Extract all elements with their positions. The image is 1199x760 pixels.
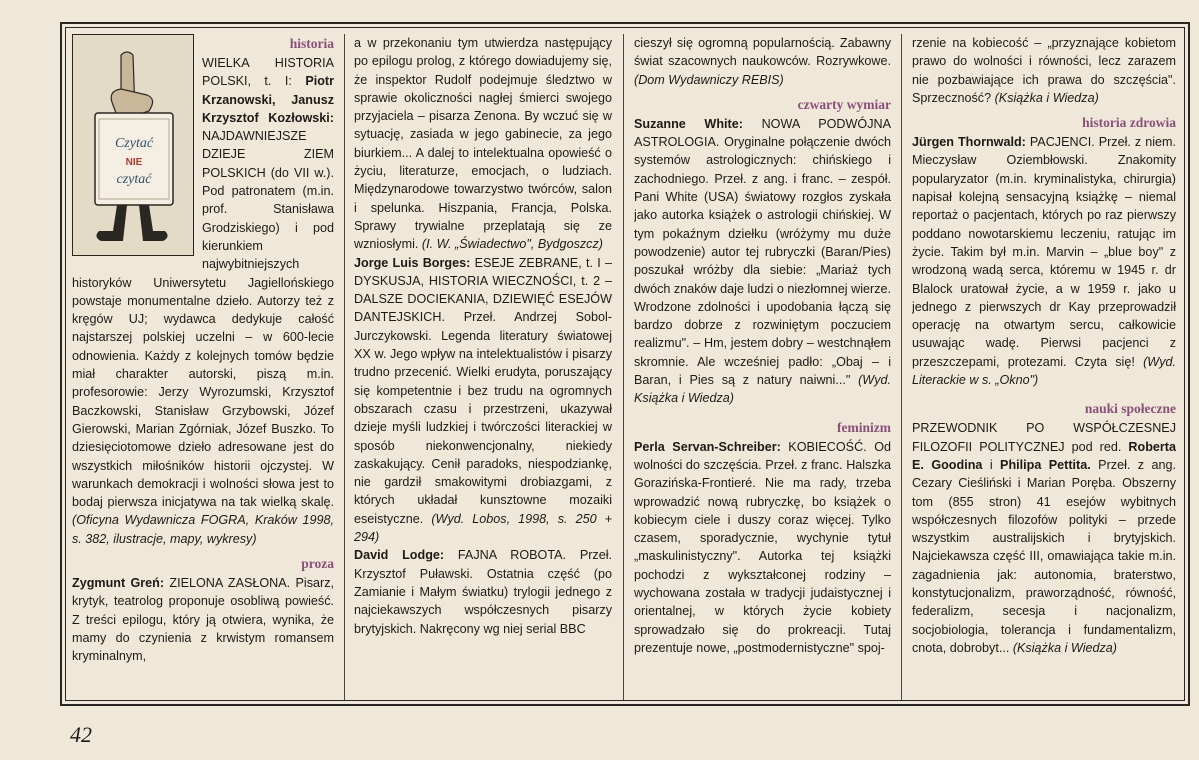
book-subtitle: NAJDAWNIEJSZE DZIEJE ZIEM POLSKICH — [202, 129, 334, 180]
publisher-info: (Książka i Wiedza) — [1012, 640, 1117, 655]
column-3 — [634, 34, 891, 754]
category-heading: historia zdrowia — [1082, 115, 1176, 131]
book-author: Philipa Pettita. — [1000, 457, 1091, 472]
review-entry — [634, 438, 891, 658]
review-entry — [354, 34, 612, 254]
book-author: Jorge Luis Borges: — [354, 255, 471, 270]
badge-line-2: NIE — [125, 157, 143, 168]
review-text: a w przekonaniu tym utwierdza następujący po epilogu prolog, z którego dowiadujemy się, że inspektor Rudolf podejmuje śledztwo w sprawie okoliczności nagłej śmierci swojego przyjaciela – pisarza Zenona. By wczuć się w sytuację, zasiada w jego gabinecie, za jego biurkiem... A dalej to intelektualna opowieść o życiu, literaturze, emocjach, o ludziach. Międzynarodowe towarzystwo twórców, salon i spelunka. Hiszpania, Francja, Polska. Sprawy trywialne przeplatają się ze wzniosłymi. — [354, 36, 612, 252]
category-heading: nauki społeczne — [1084, 401, 1176, 417]
column-divider — [901, 34, 902, 700]
conjunction: i — [989, 457, 993, 472]
category-heading: feminizm — [837, 419, 891, 435]
review-text: Od wolności do szczęścia. Przeł. z franc. Halszka Gorazińska-Frontieré. Nie ma rady, trzeba wprowadzić nową rubryczkę, bo książek o kobiecym ciele i duszy coraz więcej. Tylko czasem, sporadycznie, wychynie tytuł „maskulinistyczny". Autorka tej książki pochodzi z wykształconej rodziny – wychowana została w tradycji judaistycznej i orientalnej, w których życie kobiety sprowadzało się do prokreacji. Tutaj prezentuje nowe, „postmodernistyczne" spoj- — [634, 439, 891, 655]
review-text: rzenie na kobiecość – „przyznające kobietom prawo do wolności i równości, lecz zarazem nie pozbawiające ich prawa do szczęścia". Sprzeczność? — [912, 36, 1176, 105]
review-text: Przeł. z ang. Cezary Cieśliński i Marian Poręba. Obszerny tom (855 stron) 41 esejów wybitnych współczesnych filozofów polityki – przede wszystkim australijskich i brytyjskich. Najciekawsza część III, omawiająca takie m.in. zagadnienia jak: autonomia, braterstwo, konstytucjonalizm, praworządność, równość, federalizm, secesja i nacjonalizm, socjobiologia, tolerancja i fundamentalizm, cnota, dobrobyt... — [912, 457, 1176, 655]
review-text: Przeł. z niem. Mieczysław Oziembłowski. Znakomity popularyzator (m.in. kryminalistyka, chirurgia) napisał kolejną sensacyjną książkę – niemal reportaż o pacjentach, których po raz pierwszy poddano nowotarskiemu leczeniu, ratując im życie. Takim był m.in. Marvin – „blue boy" z wrodzoną wadą serca, któremu w 1945 r. dr Blalock uratował życie, a w 1959 r. jako u jednego z pierwszych dr Kay przeprowadził operację na otwartym sercu, całkowicie usuwając wadę. Pierwsi pacjenci z przeszczepami, protezami. Czyta się! — [912, 135, 1176, 369]
category-heading: historia — [289, 36, 334, 51]
badge-line-3: czytać — [116, 172, 152, 187]
book-author: Perla Servan-Schreiber: — [634, 439, 781, 454]
column-4 — [912, 34, 1176, 754]
book-title: PRZEWODNIK PO WSPÓŁCZESNEJ FILOZOFII POLITYCZNEJ — [912, 421, 1176, 454]
publisher-info: (I. W. „Świadectwo", Bydgoszcz) — [421, 237, 603, 252]
page-number: 42 — [70, 722, 92, 747]
column-divider — [623, 34, 624, 700]
review-entry — [354, 254, 612, 547]
review-entry — [912, 34, 1176, 107]
book-editor-prefix: pod red. — [1071, 439, 1122, 454]
book-title: ESEJE ZEBRANE, t. I – DYSKUSJA, HISTORIA WIECZNOŚCI, t. 2 – DALSZE DOCIEKANIA, DZIEWIĘĆ ESEJÓW DANTEJSKICH. — [354, 255, 612, 325]
review-entry — [912, 419, 1176, 657]
column-divider — [344, 34, 345, 700]
book-title: WIELKA HISTORIA POLSKI, t. I: — [202, 56, 334, 89]
book-author: Zygmunt Greń: — [72, 576, 165, 591]
book-title: PACJENCI. — [1029, 135, 1095, 150]
review-text: cieszył się ogromną popularnością. Zabawny świat szacownych naukowców. Rozrywkowe. — [634, 36, 891, 69]
review-text: (do VII w.). Pod patronatem (m.in. prof. Stanisława Grodziskiego) i pod kierunkiem najwybitniejszych historyków Uniwersytetu Jagiellońskiego powstaje monumentalne dzieło. Autorzy też z kręgów UJ; wydawca dedykuje całość najstarszej polskiej uczelni – w 600-lecie odnowienia. Każdy z kolejnych tomów będzie miał charakter autorski, piszą m.in. profesorowie: Jerzy Wyrozumski, Krzysztof Baczkowski, Stanisław Grzybowski, Józef Gierowski, Marian Zgórniak, Józef Buszko. To dziesięciotomowe dzieło adresowane jest do wszystkich miłośników historii ojczystej. W warunkach demokracji i wolności słowa jest to bodaj pierwsza inicjatywa na tak wielką skalę. — [72, 165, 334, 510]
book-author: Piotr Krzanowski, Janusz Krzysztof Kozłowski: — [202, 74, 334, 125]
badge-line-1: Czytać — [114, 136, 154, 151]
column-1 — [72, 34, 334, 754]
category-heading: proza — [301, 556, 334, 572]
publisher-info: (Wyd. Literackie w s. „Okno") — [912, 354, 1176, 388]
book-title: ZIELONA ZASŁONA. — [169, 576, 291, 591]
book-author: Jürgen Thornwald: — [912, 135, 1026, 150]
book-author: David Lodge: — [354, 548, 445, 563]
publisher-info: (Oficyna Wydawnicza FOGRA, Kraków 1998, s. 382, ilustracje, mapy, wykresy) — [72, 513, 334, 546]
review-text: Oryginalne połączenie dwóch systemów astrologicznych: chińskiego i zachodniego. Przeł. z ang. i franc. – zespół. Pani White (USA) światowy rozgłos zyskała jako autorka książek o astrologii chińskiej. W tym pokaźnym dziełku (wróżymy mu duże powodzenie) autor tej rubryczki (Baran/Pies) poszukał wróżby dla siebie: „Mariaż tych dwóch znaków daje ludzi o niezłomnej wierze. Wrodzone zdolności i upodobania łączą się bardzo dobrze z rozwiniętym poczuciem realizmu". – Hm, jestem dobry – westchnąłem skromnie. Ale wcześniej padło: „Obaj – i Baran, i Pies są z natury naiwni..." — [634, 135, 891, 388]
publisher-info: (Wyd. Książka i Wiedza) — [634, 373, 891, 406]
category-heading: czwarty wymiar — [797, 96, 891, 112]
book-author: Roberta E. Goodina — [912, 439, 1176, 472]
review-entry — [634, 115, 891, 408]
review-text: Pisarz, krytyk, teatrolog proponuje osobliwą powieść. Z treści epilogu, który ją otwiera, wynika, że mamy do czynienia z krwistym romansem kryminalnym, — [72, 576, 334, 664]
review-text: Przeł. Andrzej Sobol-Jurczykowski. Legenda literatury światowej XX w. Jego wpływ na intelektualistów i pisarzy trudno przecenić. Wielki erudyta, poruszający się kompetentnie i bez trudu na ogromnych obszarach czasu i przestrzeni, ukazywał dzieje myśli ludzkiej i twórczości literackiej w sposób niekonwencjonalny, niekiedy zaskakujący. Cenił paradoks, niespodziankę, nie gardził smakowitymi drobiazgami, z których układał kunsztowne mozaiki eseistyczne. — [354, 310, 612, 526]
book-title: NOWA PODWÓJNA ASTROLOGIA. — [634, 116, 891, 150]
review-text: Przeł. Krzysztof Puławski. Ostatnia część (po Zamianie i Małym światku) trylogii jednego z najciekawszych współczesnych pisarzy brytyjskich. Nakręcony wg niej serial BBC — [354, 548, 612, 636]
publisher-info: (Dom Wydawniczy REBIS) — [634, 72, 784, 87]
publisher-info: (Wyd. Lobos, 1998, s. 250 + 294) — [354, 511, 612, 545]
book-title: FAJNA ROBOTA. — [457, 548, 566, 563]
book-badge-illustration — [72, 34, 194, 256]
review-entry — [912, 133, 1176, 389]
book-author: Suzanne White: — [634, 116, 743, 131]
review-entry — [354, 546, 612, 637]
publisher-info: (Książka i Wiedza) — [994, 90, 1099, 105]
review-entry — [634, 34, 891, 89]
review-entry — [72, 574, 334, 665]
column-2 — [354, 34, 612, 754]
book-title: KOBIECOŚĆ. — [788, 439, 867, 454]
